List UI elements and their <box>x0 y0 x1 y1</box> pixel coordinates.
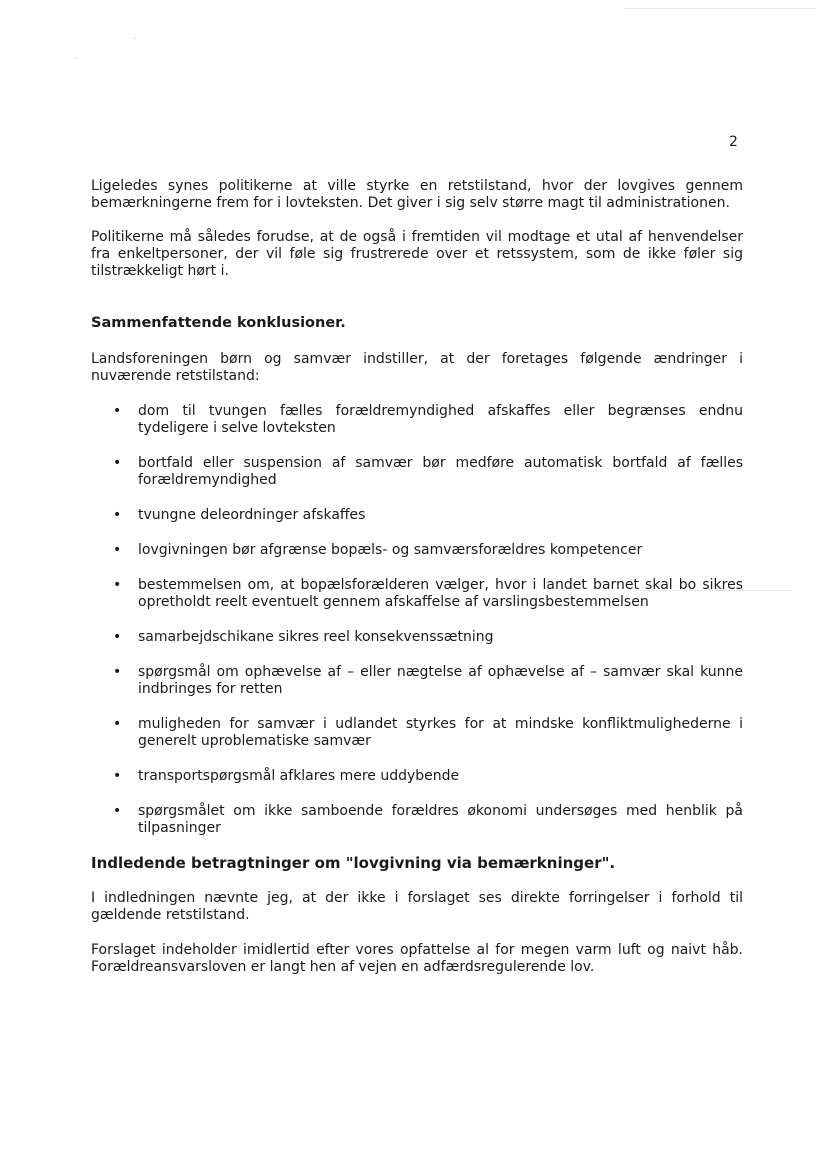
list-item <box>91 507 743 524</box>
list-item-text: dom til tvungen fælles forældremyndighed afskaffes eller begrænses endnu tydeligere i selve lovteksten <box>138 403 743 436</box>
recommendations-list <box>91 403 743 837</box>
list-item-text: samarbejdschikane sikres reel konsekvenssætning <box>138 629 494 645</box>
list-item <box>91 455 743 489</box>
section-heading-conclusions: Sammenfattende konklusioner. <box>91 315 346 331</box>
list-item <box>91 768 743 785</box>
list-item <box>91 577 743 611</box>
intro-paragraph-1: Ligeledes synes politikerne at ville styrke en retstilstand, hvor der lovgives gennem bemærkningerne frem for i lovteksten. Det giver i sig selv større magt til administrationen. <box>91 178 743 211</box>
conclusions-lead: Landsforeningen børn og samvær indstiller, at der foretages følgende ændringer i nuværende retstilstand: <box>91 351 743 384</box>
list-item-text: lovgivningen bør afgrænse bopæls- og samværsforældres kompetencer <box>138 542 643 558</box>
introductory-paragraph-1: I indledningen nævnte jeg, at der ikke i forslaget ses direkte forringelser i forhold til gældende retstilstand. <box>91 890 743 923</box>
list-item <box>91 664 743 698</box>
list-item-text: bestemmelsen om, at bopælsforælderen vælger, hvor i landet barnet skal bo sikres opretholdt reelt eventuelt gennem afskaffelse af varslingsbestemmelsen <box>138 577 743 610</box>
list-item <box>91 542 743 559</box>
list-item-text: spørgsmål om ophævelse af – eller nægtelse af ophævelse af – samvær skal kunne indbringes for retten <box>138 664 743 697</box>
page-number: 2 <box>729 134 738 150</box>
list-item-text: spørgsmålet om ikke samboende forældres økonomi undersøges med henblik på tilpasninger <box>138 803 743 836</box>
bullet-icon: • <box>113 455 122 471</box>
list-item <box>91 716 743 750</box>
bullet-icon: • <box>113 629 122 645</box>
scan-artifact-top <box>625 8 815 9</box>
bullet-icon: • <box>113 403 122 419</box>
scan-speck <box>135 38 136 39</box>
bullet-icon: • <box>113 577 122 593</box>
list-item-text: tvungne deleordninger afskaffes <box>138 507 366 523</box>
list-item-text: muligheden for samvær i udlandet styrkes for at mindske konfliktmulighederne i generelt uproblematiske samvær <box>138 716 743 749</box>
scan-speck <box>76 58 77 59</box>
document-body <box>91 178 743 976</box>
list-item <box>91 629 743 646</box>
bullet-icon: • <box>113 542 122 558</box>
list-item <box>91 403 743 437</box>
bullet-icon: • <box>113 768 122 784</box>
list-item <box>91 803 743 837</box>
bullet-icon: • <box>113 803 122 819</box>
section-heading-introductory: Indledende betragtninger om "lovgivning via bemærkninger". <box>91 854 616 872</box>
bullet-icon: • <box>113 507 122 523</box>
intro-paragraph-2: Politikerne må således forudse, at de også i fremtiden vil modtage et utal af henvendelser fra enkeltpersoner, der vil føle sig frustrerede over et retssystem, som de ikke føler sig tilstrækkeligt hørt i. <box>91 229 743 279</box>
introductory-paragraph-2: Forslaget indeholder imidlertid efter vores opfattelse al for megen varm luft og naivt håb. Forældreansvarsloven er langt hen af vejen en adfærdsregulerende lov. <box>91 942 743 975</box>
bullet-icon: • <box>113 716 122 732</box>
list-item-text: transportspørgsmål afklares mere uddybende <box>138 768 460 784</box>
list-item-text: bortfald eller suspension af samvær bør medføre automatisk bortfald af fælles forældremyndighed <box>138 455 743 488</box>
bullet-icon: • <box>113 664 122 680</box>
